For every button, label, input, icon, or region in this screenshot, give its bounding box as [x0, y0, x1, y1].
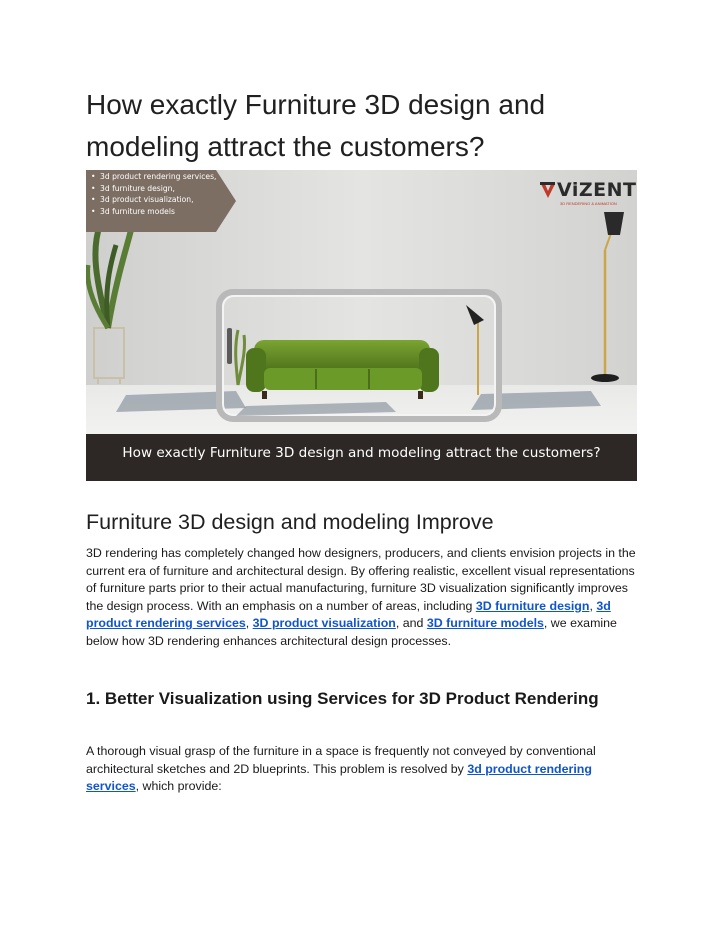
tag-item: • 3d furniture models: [100, 206, 216, 218]
separator: , and: [395, 616, 427, 631]
paragraph-text: A thorough visual grasp of the furniture in a space is frequently not conveyed by conventional architectural sketches and 2D blueprints. This problem is resolved by: [86, 744, 596, 776]
tag-list: [88, 171, 216, 217]
paragraph-text: 3D rendering has completely changed how designers, producers, and clients envision projects in the current era of furniture and architectural design. By offering realistic, excellent visual representations of furniture parts prior to their actual manufacturing, furniture 3D visualization significantly improves the design process. With an emphasis on a number of areas, including: [86, 546, 636, 613]
link-3d-product-rendering-services[interactable]: 3d product rendering services: [86, 761, 592, 794]
logo-subtext: 3D RENDERING & ANIMATION: [560, 201, 617, 206]
hero-caption-bar: [86, 434, 637, 481]
paragraph-text: , which provide:: [135, 779, 222, 794]
page-title: How exactly Furniture 3D design and modeling attract the customers?: [86, 89, 546, 162]
tag-item: • 3d furniture design,: [100, 183, 216, 195]
paragraph-text: , we examine below how 3D rendering enhances architectural design processes.: [86, 616, 617, 648]
logo-text: ViZENT: [557, 179, 637, 201]
subsection-heading: 1. Better Visualization using Services for 3D Product Rendering: [86, 689, 599, 708]
tag-item: • 3d product rendering services,: [100, 171, 216, 183]
tag-item: • 3d product visualization,: [100, 194, 216, 206]
link-3d-product-visualization[interactable]: 3D product visualization: [252, 616, 396, 631]
vizent-logo: [540, 179, 637, 206]
hero-caption: How exactly Furniture 3D design and modeling attract the customers?: [122, 445, 601, 461]
link-3d-furniture-models[interactable]: 3D furniture models: [426, 616, 544, 631]
section-paragraph: [86, 545, 642, 651]
link-3d-product-rendering-services[interactable]: 3d product rendering services: [86, 598, 611, 631]
separator: ,: [589, 598, 597, 613]
section-heading: Furniture 3D design and modeling Improve: [86, 510, 494, 534]
hero-image: [86, 170, 637, 481]
subsection-paragraph: [86, 743, 642, 796]
logo-mark-icon: [540, 182, 556, 200]
link-3d-furniture-design[interactable]: 3D furniture design: [475, 598, 590, 613]
separator: ,: [245, 616, 253, 631]
